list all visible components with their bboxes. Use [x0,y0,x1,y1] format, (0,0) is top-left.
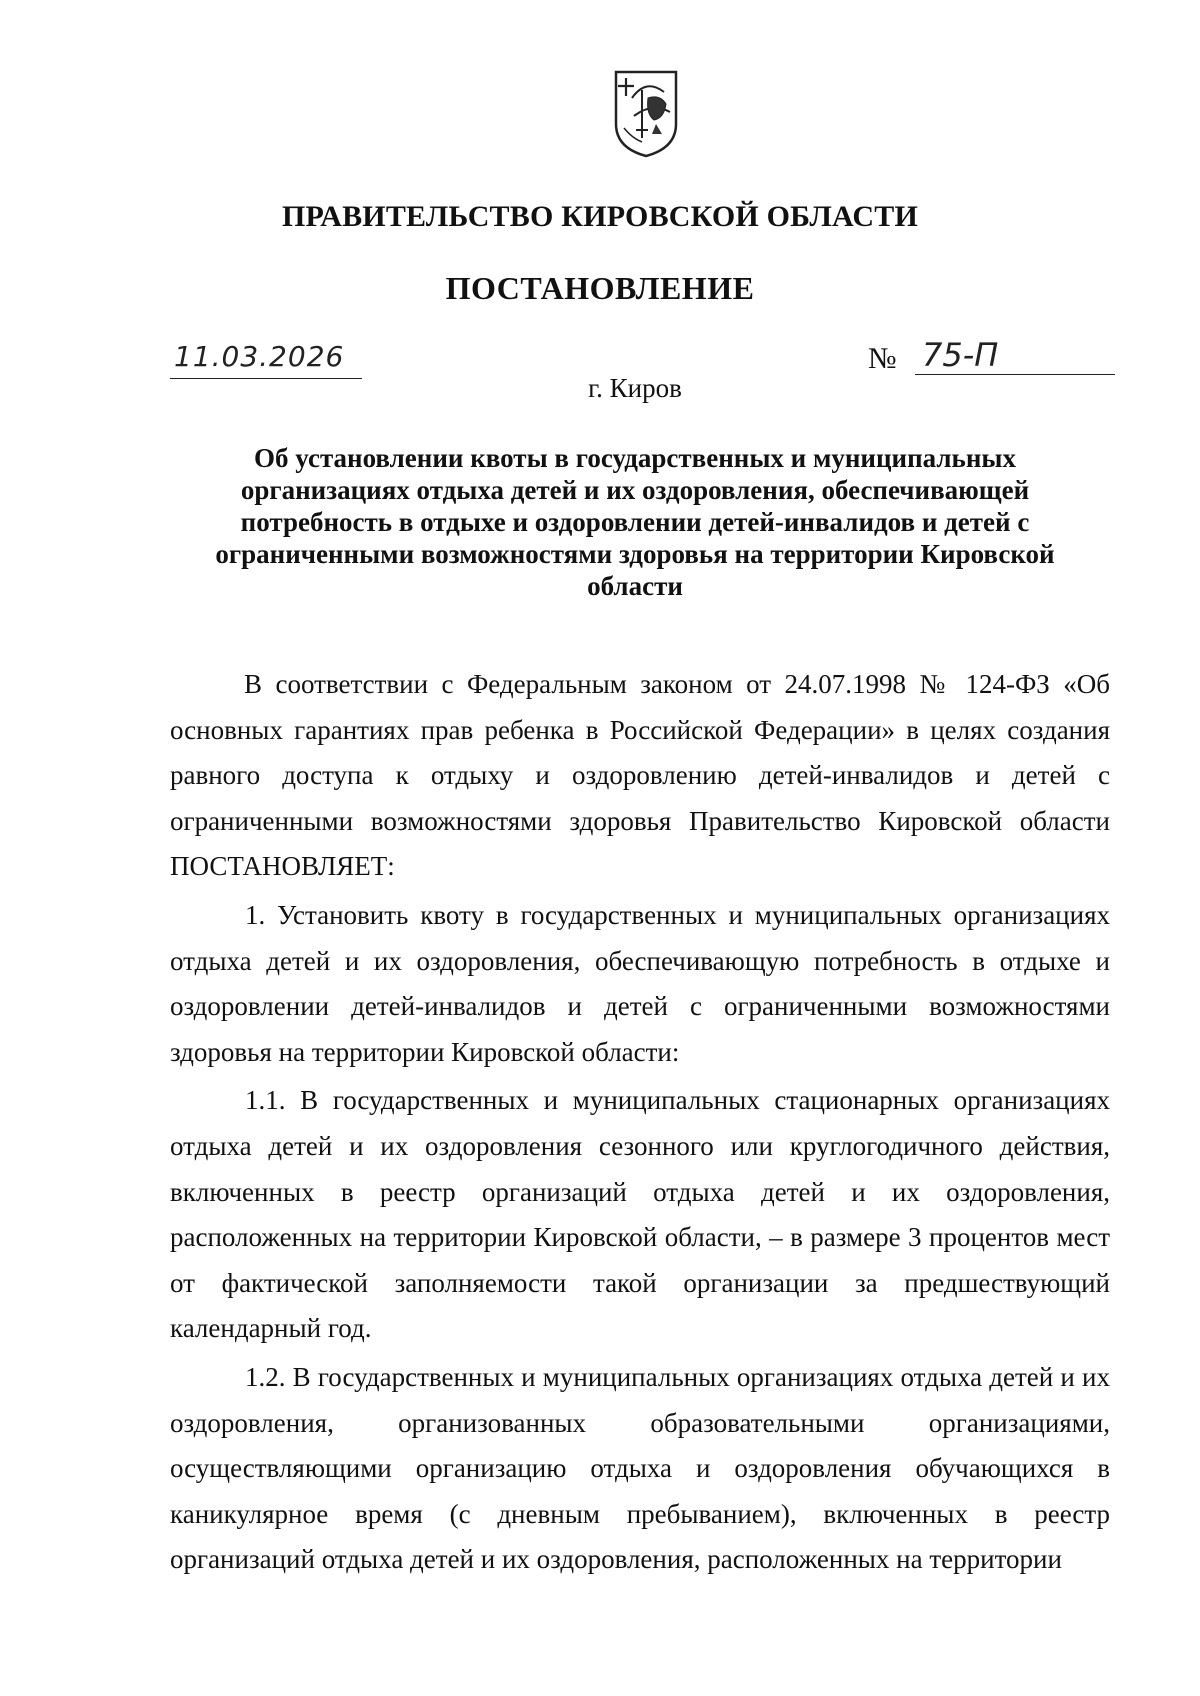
document-body [170,662,1110,1586]
document-subject: Об установлении квоты в государственных и муниципальных организациях отдыха детей и их оздоровления, обеспечивающей потребность в отдыхе и оздоровлении детей-инвалидов и детей с ограниченными возможностями здоровья на территории Кировской области [215,443,1055,601]
preamble-paragraph: В соответствии с Федеральным законом от 24.07.1998 № 124-ФЗ «Об основных гарантиях прав ребенка в Российской Федерации» в целях создания равного доступа к отдыху и оздоровлению детей-инвалидов и детей с ограниченными возможностями здоровья Правительство Кировской области ПОСТАНОВЛЯЕТ: [170,669,1110,882]
organization-title: ПРАВИТЕЛЬСТВО КИРОВСКОЙ ОБЛАСТИ [282,200,918,233]
coat-of-arms-emblem [612,68,680,160]
item-1-1-paragraph: 1.1. В государственных и муниципальных стационарных организациях отдыха детей и их оздоровления сезонного или круглогодичного действия, включенных в реестр организаций отдыха детей и их оздоровления, расположенных на территории Кировской области, – в размере 3 процентов мест от фактической заполняемости такой организации за предшествующий календарный год. [170,1085,1110,1344]
document-number: 75-П [922,336,999,374]
city-label: г. Киров [588,373,682,403]
document-date: 11.03.2026 [174,340,345,373]
item-1-2-paragraph: 1.2. В государственных и муниципальных организациях отдыха детей и их оздоровления, организованных образовательными организациями, осуществляющими организацию отдыха и оздоровления обучающихся в каникулярное время (с дневным пребыванием), включенных в реестр организаций отдыха детей и их оздоровления, расположенных на территории [170,1361,1110,1575]
document-type-title: ПОСТАНОВЛЕНИЕ [445,270,755,306]
number-sign: № [868,342,897,375]
item-1-paragraph: 1. Установить квоту в государственных и муниципальных организациях отдыха детей и их оздоровления, обеспечивающую потребность в отдыхе и оздоровлении детей-инвалидов и детей с ограниченными возможностями здоровья на территории Кировской области: [170,899,1110,1067]
